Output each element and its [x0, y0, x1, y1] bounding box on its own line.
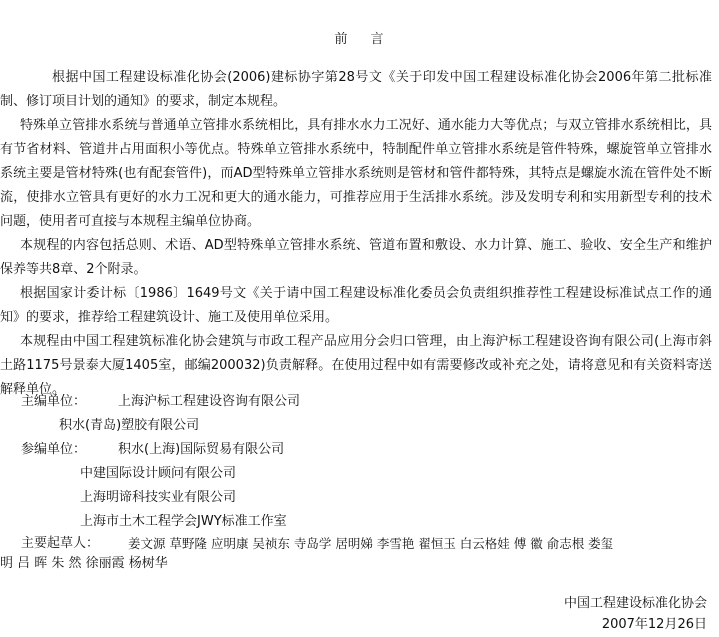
page-title: [0, 28, 719, 47]
signature-date: 2007年12月26日: [601, 617, 707, 632]
title-char-2: 言: [370, 32, 385, 47]
participant-1: 积水(上海)国际贸易有限公司: [118, 442, 285, 457]
drafters-line-2: 明 吕 晖 朱 然 徐丽霞 杨树华: [0, 556, 168, 571]
chief-editor-label: 主编单位：: [21, 394, 87, 409]
paragraph-1: 根据中国工程建设标准化协会(2006)建标协字第28号文《关于印发中国工程建设标准化协会2006年第二批标准制、修订项目计划的通知》的要求，制定本规程。: [0, 70, 712, 109]
title-char-1: 前: [334, 32, 349, 47]
paragraph-2: 特殊单立管排水系统与普通单立管排水系统相比，具有排水水力工况好、通水能力大等优点；与双立管排水系统相比，具有节省材料、管道井占用面积小等优点。特殊单立管排水系统中，特制配件单立管排水系统是管件特殊，螺旋管单立管排水系统主要是管材特殊(也有配套管件)，而AD型特殊单立管排水系统则是管材和管件都特殊，其特点是螺旋水流在管件处不断流，使排水立管具有更好的水力工况和更大的通水能力，可推荐应用于生活排水系统。涉及发明专利和实用新型专利的技术问题，使用者可直接与本规程主编单位协商。: [0, 118, 712, 229]
chief-editor-2: 积水(青岛)塑胶有限公司: [59, 418, 200, 433]
chief-editor-1: 上海沪标工程建设咨询有限公司: [118, 394, 301, 409]
participant-label: 参编单位：: [21, 442, 87, 457]
drafters-label: 主要起草人：: [21, 536, 100, 551]
participant-2: 中建国际设计顾问有限公司: [80, 466, 237, 481]
paragraph-5: 本规程由中国工程建筑标准化协会建筑与市政工程产品应用分会归口管理，由上海沪标工程建设咨询有限公司(上海市斜土路1175号景泰大厦1405室，邮编200032)负责解释。在使用过程中如有需要修改或补充之处，请将意见和有关资料寄送解释单位。: [0, 334, 712, 397]
paragraph-3: 本规程的内容包括总则、术语、AD型特殊单立管排水系统、管道布置和敷设、水力计算、施工、验收、安全生产和维护保养等共8章、2个附录。: [0, 238, 712, 277]
paragraph-4: 根据国家计委计标〔1986〕1649号文《关于请中国工程建设标准化委员会负责组织推荐性工程建设标准试点工作的通知》的要求，推荐给工程建筑设计、施工及使用单位采用。: [0, 286, 712, 325]
participant-4: 上海市土木工程学会JWY标准工作室: [80, 514, 287, 529]
drafters-line-1: 姜文源 草野隆 应明康 吴祯东 寺岛学 居明娣 李雪艳 翟恒玉 白云格娃 傅 徽 俞志根 娄玺: [128, 536, 614, 551]
signature-organization: 中国工程建设标准化协会: [563, 596, 707, 611]
participant-3: 上海明谛科技实业有限公司: [80, 490, 237, 505]
